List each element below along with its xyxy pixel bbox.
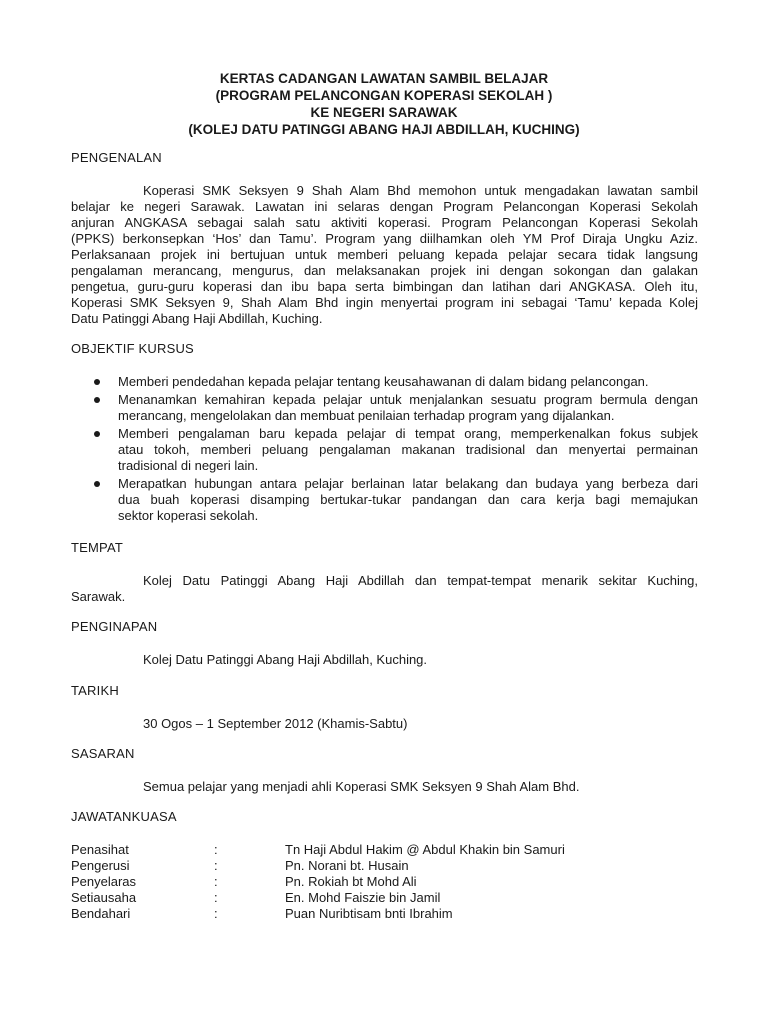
committee-role: Bendahari xyxy=(71,906,131,921)
committee-separator: : xyxy=(214,842,218,857)
bullet-icon xyxy=(94,431,100,437)
heading-tempat: TEMPAT xyxy=(71,540,123,555)
heading-tarikh: TARIKH xyxy=(71,683,119,698)
committee-name: En. Mohd Faiszie bin Jamil xyxy=(285,890,441,905)
list-item xyxy=(71,374,698,390)
heading-jawatankuasa: JAWATANKUASA xyxy=(71,809,177,824)
heading-objektif: OBJEKTIF KURSUS xyxy=(71,341,194,356)
list-item-line: sektor koperasi sekolah. xyxy=(118,508,259,523)
paragraph-line: pengalaman merancang, mengurus, dan melaksanakan projek ini dengan sokongan dan galakan xyxy=(71,263,698,278)
committee-name: Puan Nuribtisam bnti Ibrahim xyxy=(285,906,453,921)
paragraph-line: belajar ke negeri Sarawak. Lawatan ini selaras dengan Program Pelancongan Koperasi Sekolah xyxy=(71,199,698,214)
title-line-3: KE NEGERI SARAWAK xyxy=(310,105,458,120)
list-item xyxy=(71,476,698,524)
list-item-line: dua buah koperasi disamping bertukar-tukar pandangan dan cara kerja bagi memajukan xyxy=(118,492,698,507)
tarikh-text: 30 Ogos – 1 September 2012 (Khamis-Sabtu) xyxy=(143,716,408,731)
committee-role: Penasihat xyxy=(71,842,129,857)
committee-name: Pn. Rokiah bt Mohd Ali xyxy=(285,874,417,889)
title-line-4: (KOLEJ DATU PATINGGI ABANG HAJI ABDILLAH, KUCHING) xyxy=(188,122,580,137)
pengenalan-paragraph xyxy=(71,183,698,327)
bullet-icon xyxy=(94,397,100,403)
committee-separator: : xyxy=(214,890,218,905)
document-title xyxy=(60,70,708,138)
list-item-line: Memberi pendedahan kepada pelajar tentang keusahawanan di dalam bidang pelancongan. xyxy=(118,374,649,389)
committee-role: Setiausaha xyxy=(71,890,137,905)
committee-row xyxy=(71,874,671,890)
list-item-line: atau tokoh, memberi peluang pengalaman makanan tradisional dan menyertai permainan xyxy=(118,442,698,457)
paragraph-line: Koperasi SMK Seksyen 9, Shah Alam Bhd ingin menyertai program ini sebagai ‘Tamu’ kepada Kolej xyxy=(71,295,698,310)
paragraph-line: anjuran ANGKASA sebagai salah satu aktiviti koperasi. Program Pelancongan Koperasi Sekolah xyxy=(71,215,698,230)
paragraph-line: (PPKS) berkonsepkan ‘Hos’ dan Tamu’. Program yang diilhamkan oleh YM Prof Diraja Ungku Aziz. xyxy=(71,231,698,246)
bullet-icon xyxy=(94,379,100,385)
penginapan-text: Kolej Datu Patinggi Abang Haji Abdillah, Kuching. xyxy=(143,652,428,667)
committee-row xyxy=(71,842,671,858)
heading-pengenalan: PENGENALAN xyxy=(71,150,162,165)
sasaran-text: Semua pelajar yang menjadi ahli Koperasi SMK Seksyen 9 Shah Alam Bhd. xyxy=(143,779,580,794)
paragraph-line: Kolej Datu Patinggi Abang Haji Abdillah dan tempat-tempat menarik sekitar Kuching, xyxy=(143,573,698,588)
list-item-line: Menanamkan kemahiran kepada pelajar untuk menjalankan sesuatu program bermula dengan xyxy=(118,392,698,407)
tempat-paragraph xyxy=(71,573,698,605)
paragraph-line: Sarawak. xyxy=(71,589,126,604)
committee-separator: : xyxy=(214,906,218,921)
committee-list xyxy=(71,842,671,922)
heading-sasaran: SASARAN xyxy=(71,746,135,761)
committee-separator: : xyxy=(214,858,218,873)
objektif-list xyxy=(71,374,698,526)
paragraph-line: Perlaksanaan projek ini bertujuan untuk memberi peluang kepada pelajar secara tidak langsung xyxy=(71,247,698,262)
committee-row xyxy=(71,890,671,906)
list-item-line: tradisional di negeri lain. xyxy=(118,458,259,473)
committee-name: Pn. Norani bt. Husain xyxy=(285,858,409,873)
list-item-line: merancang, mengelolakan dan membuat penilaian terhadap program yang dijalankan. xyxy=(118,408,615,423)
committee-row xyxy=(71,858,671,874)
bullet-icon xyxy=(94,481,100,487)
list-item xyxy=(71,426,698,474)
committee-role: Pengerusi xyxy=(71,858,130,873)
paragraph-line: Datu Patinggi Abang Haji Abdillah, Kuching. xyxy=(71,311,323,326)
committee-name: Tn Haji Abdul Hakim @ Abdul Khakin bin Samuri xyxy=(285,842,565,857)
title-line-2: (PROGRAM PELANCONGAN KOPERASI SEKOLAH ) xyxy=(215,88,553,103)
committee-role: Penyelaras xyxy=(71,874,137,889)
paragraph-line: pengetua, guru-guru koperasi dan ibu bapa serta bimbingan dan latihan dari ANGKASA. Oleh itu, xyxy=(71,279,698,294)
heading-penginapan: PENGINAPAN xyxy=(71,619,158,634)
paragraph-line: Koperasi SMK Seksyen 9 Shah Alam Bhd memohon untuk mengadakan lawatan sambil xyxy=(143,183,698,198)
list-item-line: Merapatkan hubungan antara pelajar berlainan latar belakang dan budaya yang berbeza dari xyxy=(118,476,698,491)
list-item xyxy=(71,392,698,424)
title-line-1: KERTAS CADANGAN LAWATAN SAMBIL BELAJAR xyxy=(219,71,549,86)
committee-row xyxy=(71,906,671,922)
list-item-line: Memberi pengalaman baru kepada pelajar di tempat orang, memperkenalkan fokus subjek xyxy=(118,426,698,441)
committee-separator: : xyxy=(214,874,218,889)
